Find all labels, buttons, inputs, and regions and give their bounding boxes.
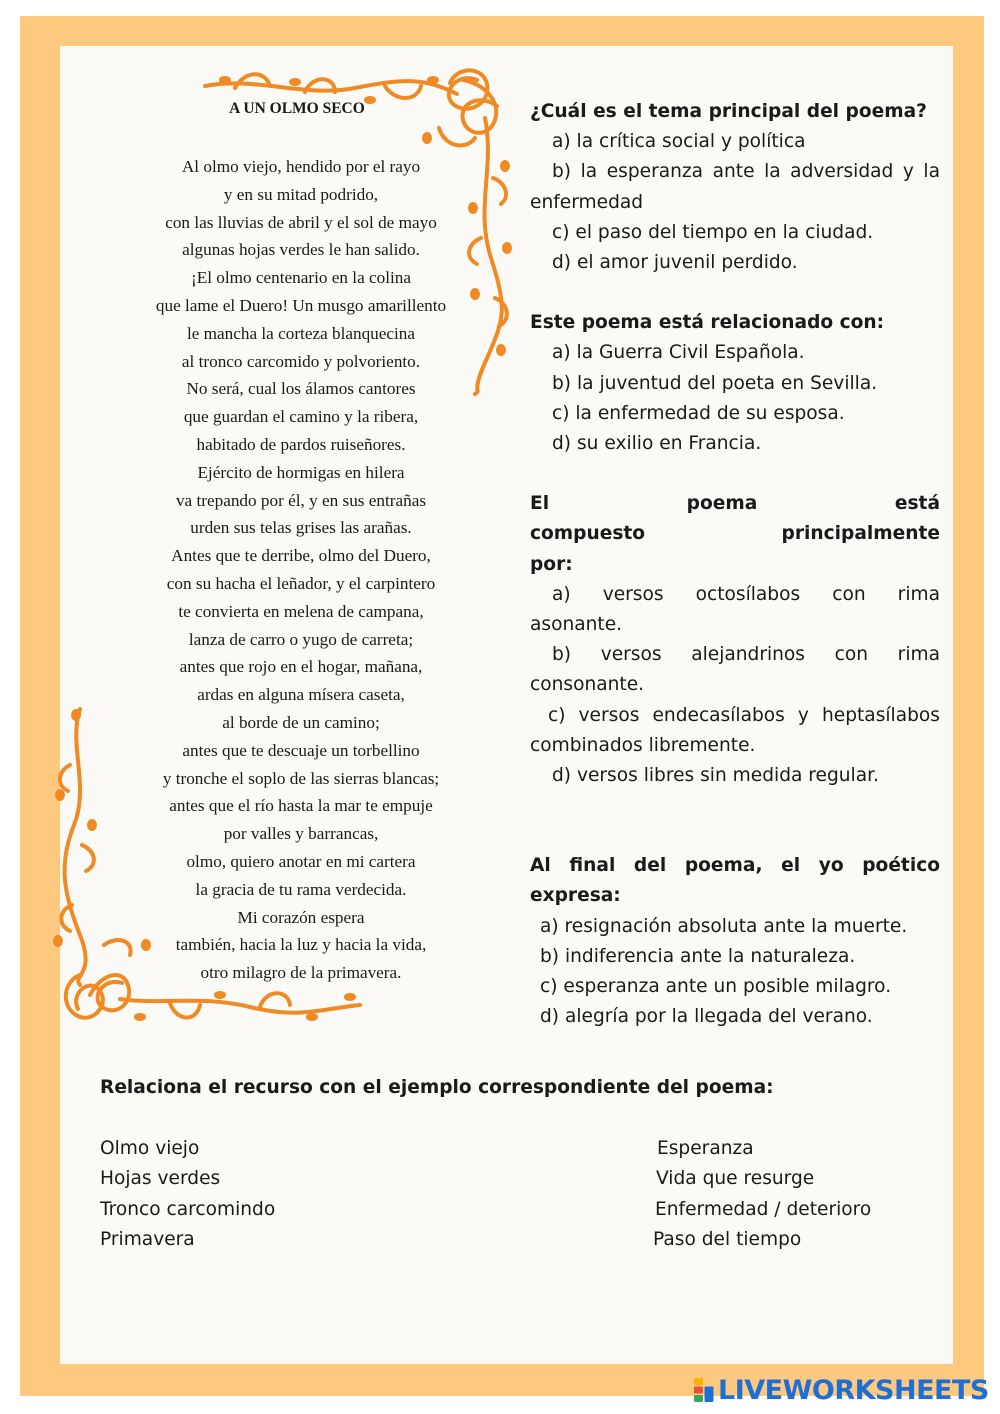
answer-option[interactable]: d) el amor juvenil perdido. bbox=[552, 252, 798, 274]
poem-line: antes que te descuaje un torbellino bbox=[182, 740, 420, 760]
poem-line: con su hacha el leñador, y el carpintero bbox=[166, 573, 436, 593]
answer-option[interactable]: c) el paso del tiempo en la ciudad. bbox=[552, 221, 874, 243]
questions bbox=[530, 97, 940, 1062]
matching-right-item[interactable]: Paso del tiempo bbox=[653, 1228, 802, 1250]
answer-option[interactable]: a) la crítica social y política bbox=[552, 131, 806, 153]
matching-right-item[interactable]: Esperanza bbox=[657, 1138, 754, 1160]
poem-line: por valles y barrancas, bbox=[223, 824, 379, 844]
poem-line: al tronco carcomido y polvoriento. bbox=[181, 351, 421, 371]
question-title: ¿Cuál es el tema principal del poema? bbox=[530, 101, 927, 122]
brand-text: LIVEWORKSHEETS bbox=[718, 1374, 989, 1406]
matching-row bbox=[100, 1225, 950, 1255]
poem-line: Mi corazón espera bbox=[237, 907, 365, 927]
poem-line: antes que el río hasta la mar te empuje bbox=[169, 796, 433, 816]
poem-line: ¡El olmo centenario en la colina bbox=[190, 268, 411, 288]
answer-option[interactable]: b) la juventud del poeta en Sevilla. bbox=[552, 372, 878, 394]
matching-left-item[interactable]: Olmo viejo bbox=[100, 1138, 200, 1160]
answer-option[interactable]: a) versos octosílabos con rima asonante. bbox=[530, 583, 940, 636]
question-4 bbox=[530, 851, 940, 1032]
answer-option[interactable]: d) alegría por la llegada del verano. bbox=[540, 1006, 873, 1028]
matching-right-item[interactable]: Vida que resurge bbox=[656, 1168, 815, 1190]
poem-line: Al olmo viejo, hendido por el rayo bbox=[181, 157, 421, 176]
answer-option[interactable]: c) esperanza ante un posible milagro. bbox=[540, 976, 892, 998]
poem-line: la gracia de tu rama verdecida. bbox=[195, 879, 407, 899]
matching-title: Relaciona el recurso con el ejemplo correspondiente del poema: bbox=[100, 1077, 774, 1098]
question-1 bbox=[530, 97, 940, 278]
matching-left-item[interactable]: Tronco carcomindo bbox=[100, 1198, 276, 1220]
poem-line: que guardan el camino y la ribera, bbox=[183, 407, 419, 427]
liveworksheets-logo bbox=[694, 1376, 989, 1404]
poem-line: que lame el Duero! Un musgo amarillento bbox=[155, 295, 447, 315]
matching-left-item[interactable]: Hojas verdes bbox=[100, 1168, 221, 1190]
poem-lines bbox=[101, 153, 501, 987]
poem-line: le mancha la corteza blanquecina bbox=[186, 323, 416, 343]
answer-option[interactable]: a) la Guerra Civil Española. bbox=[552, 342, 805, 364]
poem-line: ardas en alguna mísera caseta, bbox=[197, 685, 405, 705]
liveworksheets-logo-icon bbox=[694, 1378, 714, 1402]
question-title: Este poema está relacionado con: bbox=[530, 312, 885, 334]
matching-row bbox=[100, 1195, 950, 1225]
matching-right-item[interactable]: Enfermedad / deterioro bbox=[655, 1198, 872, 1220]
poem-line: otro milagro de la primavera. bbox=[200, 963, 402, 983]
matching-row bbox=[100, 1134, 950, 1164]
poem-line: antes que rojo en el hogar, mañana, bbox=[179, 657, 423, 677]
question-3 bbox=[530, 489, 940, 791]
matching-section bbox=[100, 1073, 950, 1255]
answer-option[interactable]: b) la esperanza ante la adversidad y la enfermedad bbox=[530, 161, 940, 213]
matching-left-item[interactable]: Primavera bbox=[100, 1228, 195, 1250]
answer-option[interactable]: d) su exilio en Francia. bbox=[552, 433, 762, 455]
poem-line: olmo, quiero anotar en mi cartera bbox=[186, 851, 416, 871]
answer-option[interactable]: a) resignación absoluta ante la muerte. bbox=[540, 915, 908, 937]
answer-option[interactable]: c) versos endecasílabos y heptasílabos combinados libremente. bbox=[530, 704, 940, 756]
question-2 bbox=[530, 308, 940, 459]
answer-option[interactable]: c) la enfermedad de su esposa. bbox=[552, 402, 845, 424]
poem-line: urden sus telas grises las arañas. bbox=[190, 518, 412, 538]
answer-option[interactable]: b) indiferencia ante la naturaleza. bbox=[540, 945, 856, 967]
poem-line: te convierta en melena de campana, bbox=[178, 601, 424, 621]
answer-option[interactable]: b) versos alejandrinos con rima consonante. bbox=[530, 644, 940, 696]
poem-line: habitado de pardos ruiseñores. bbox=[196, 434, 406, 454]
poem-line: algunas hojas verdes le han salido. bbox=[182, 240, 420, 260]
poem-line: Ejército de hormigas en hilera bbox=[197, 462, 405, 482]
poem-line: y en su mitad podrido, bbox=[223, 184, 379, 204]
poem-line: también, hacia la luz y hacia la vida, bbox=[175, 935, 427, 955]
matching-row bbox=[100, 1164, 950, 1194]
poem-line: con las lluvias de abril y el sol de mayo bbox=[165, 212, 437, 232]
poem-title: A UN OLMO SECO bbox=[229, 100, 365, 117]
poem-line: al borde de un camino; bbox=[222, 712, 380, 732]
poem-line: y tronche el soplo de las sierras blancas; bbox=[162, 768, 440, 788]
question-title: El poema está compuesto principalmente por: bbox=[530, 493, 940, 575]
question-title: Al final del poema, el yo poético expresa: bbox=[530, 855, 940, 907]
poem-line: Antes que te derribe, olmo del Duero, bbox=[171, 546, 431, 566]
poem-line: No será, cual los álamos cantores bbox=[186, 379, 416, 399]
answer-option[interactable]: d) versos libres sin medida regular. bbox=[552, 765, 879, 787]
poem-line: lanza de carro o yugo de carreta; bbox=[188, 629, 414, 649]
poem-line: va trepando por él, y en sus entrañas bbox=[175, 490, 427, 510]
